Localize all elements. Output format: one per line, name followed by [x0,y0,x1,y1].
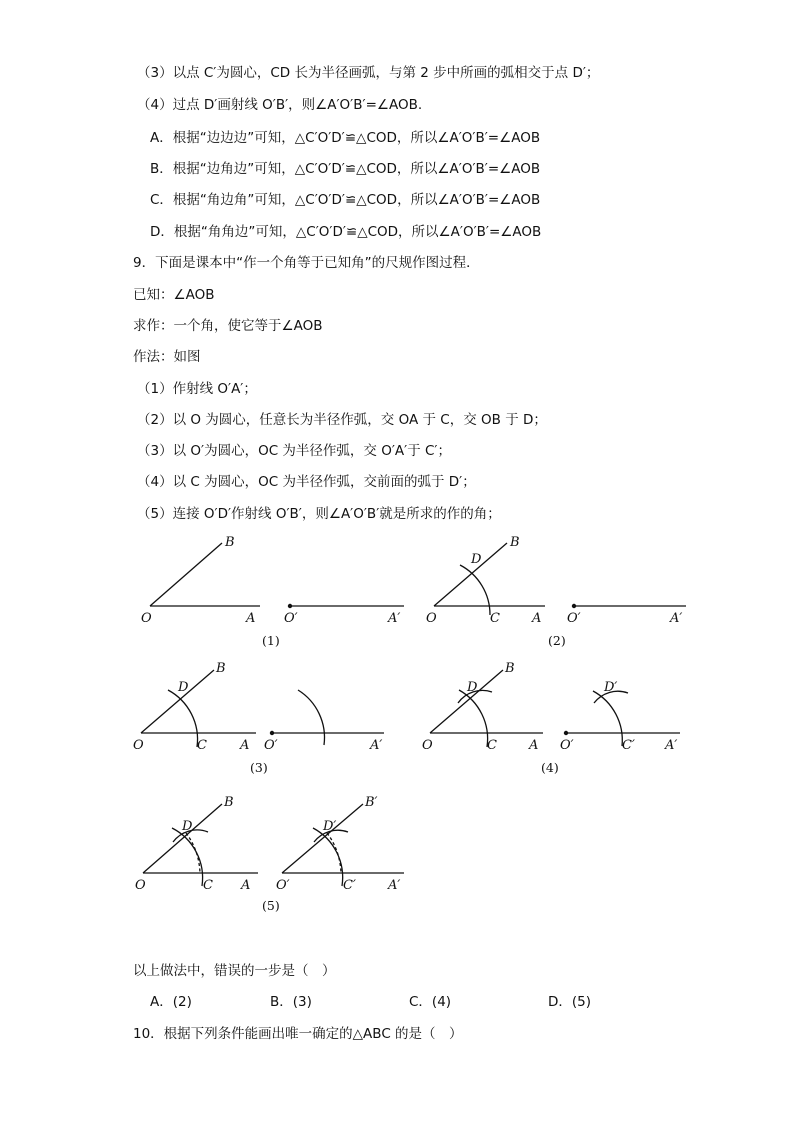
q8-option-c[interactable]: C．根据“角边角”可知，△C′O′D′≌△COD，所以∠A′O′B′=∠AOB [150,192,541,208]
label-c: C [487,738,497,753]
label-b1: B′ [365,795,378,810]
label-b: B [510,535,520,550]
q8-step-4: （4）过点 D′画射线 O′B′，则∠A′O′B′=∠AOB. [137,97,423,113]
label-a1: A′ [665,738,678,753]
label-a: A [246,611,256,626]
segment-d1c1-dashed [327,833,341,873]
arc-cd [168,690,198,747]
label-a1: A′ [670,611,683,626]
label-d1: D′ [604,680,618,695]
q8-option-d[interactable]: D．根据“角角边”可知，△C′O′D′≌△COD，所以∠A′O′B′=∠AOB [150,224,542,240]
label-o: O [426,611,437,626]
label-o: O [422,738,433,753]
segment-dc-dashed [186,833,200,873]
q8-option-b[interactable]: B．根据“边角边”可知，△C′O′D′≌△COD，所以∠A′O′B′=∠AOB [150,161,541,177]
caption-3: (3) [250,760,268,775]
arc-cd [460,565,490,615]
q9-option-b[interactable]: B．(3) [270,994,312,1010]
label-a: A [532,611,542,626]
q9-title: 9．下面是课本中“作一个角等于已知角”的尺规作图过程． [133,255,480,271]
label-d: D [182,819,193,834]
label-c1: C′ [343,878,356,893]
label-d: D [471,552,482,567]
q8-option-a[interactable]: A．根据“边边边”可知，△C′O′D′≌△COD，所以∠A′O′B′=∠AOB [150,130,541,146]
label-o1: O′ [284,611,298,626]
label-d1: D′ [323,819,337,834]
caption-5: (5) [262,898,280,913]
label-a1: A′ [388,878,401,893]
q9-step-5: （5）连接 O′D′作射线 O′B′，则∠A′O′B′就是所求的作的角； [137,506,501,522]
label-d: D [178,680,189,695]
caption-1: (1) [262,633,280,648]
arc-cd [172,828,203,886]
label-b: B [225,535,235,550]
q9-option-d[interactable]: D．(5) [548,994,592,1010]
q9-method: 作法：如图 [133,349,201,365]
q8-step-3: （3）以点 C′为圆心，CD 长为半径画弧，与第 2 步中所画的弧相交于点 D′； [137,65,600,81]
q9-option-c[interactable]: C．(4) [409,994,452,1010]
figure-1 [141,535,404,648]
label-o1: O′ [276,878,290,893]
label-c: C [203,878,213,893]
figure-4 [422,661,680,775]
label-o: O [135,878,146,893]
label-a1: A′ [370,738,383,753]
arc-c1 [298,690,324,745]
label-d: D [467,680,478,695]
label-b: B [216,661,226,676]
q9-step-2: （2）以 O 为圆心，任意长为半径作弧，交 OA 于 C，交 OB 于 D； [137,412,547,428]
q9-known: 已知：∠AOB [133,287,215,303]
label-o: O [141,611,152,626]
label-a: A [241,878,251,893]
q10-title: 10．根据下列条件能画出唯一确定的△ABC 的是（ ） [133,1026,463,1042]
figure-3 [133,661,384,775]
q9-step-3: （3）以 O′为圆心，OC 为半径作弧，交 O′A′于 C′； [137,443,451,459]
label-c: C [197,738,207,753]
figure-5 [135,795,404,913]
label-o: O [133,738,144,753]
arc-c1 [313,828,343,886]
figure-2 [426,535,686,648]
label-c: C [490,611,500,626]
q9-find: 求作：一个角，使它等于∠AOB [133,318,323,334]
label-o1: O′ [560,738,574,753]
arc-cd [459,690,488,747]
q9-question: 以上做法中，错误的一步是（ ） [133,963,336,979]
label-b: B [224,795,234,810]
label-c1: C′ [622,738,635,753]
q9-option-a[interactable]: A．(2) [150,994,192,1010]
label-a: A [240,738,250,753]
ray-o1b1 [282,804,363,873]
ray-ob [143,804,222,873]
caption-2: (2) [548,633,566,648]
label-o1: O′ [264,738,278,753]
q9-step-1: （1）作射线 O′A′； [137,381,257,397]
caption-4: (4) [541,760,559,775]
label-o1: O′ [567,611,581,626]
ray-ob [150,543,222,606]
label-a: A [529,738,539,753]
q9-step-4: （4）以 C 为圆心，OC 为半径作弧，交前面的弧于 D′； [137,474,476,490]
label-b: B [505,661,515,676]
label-a1: A′ [388,611,401,626]
